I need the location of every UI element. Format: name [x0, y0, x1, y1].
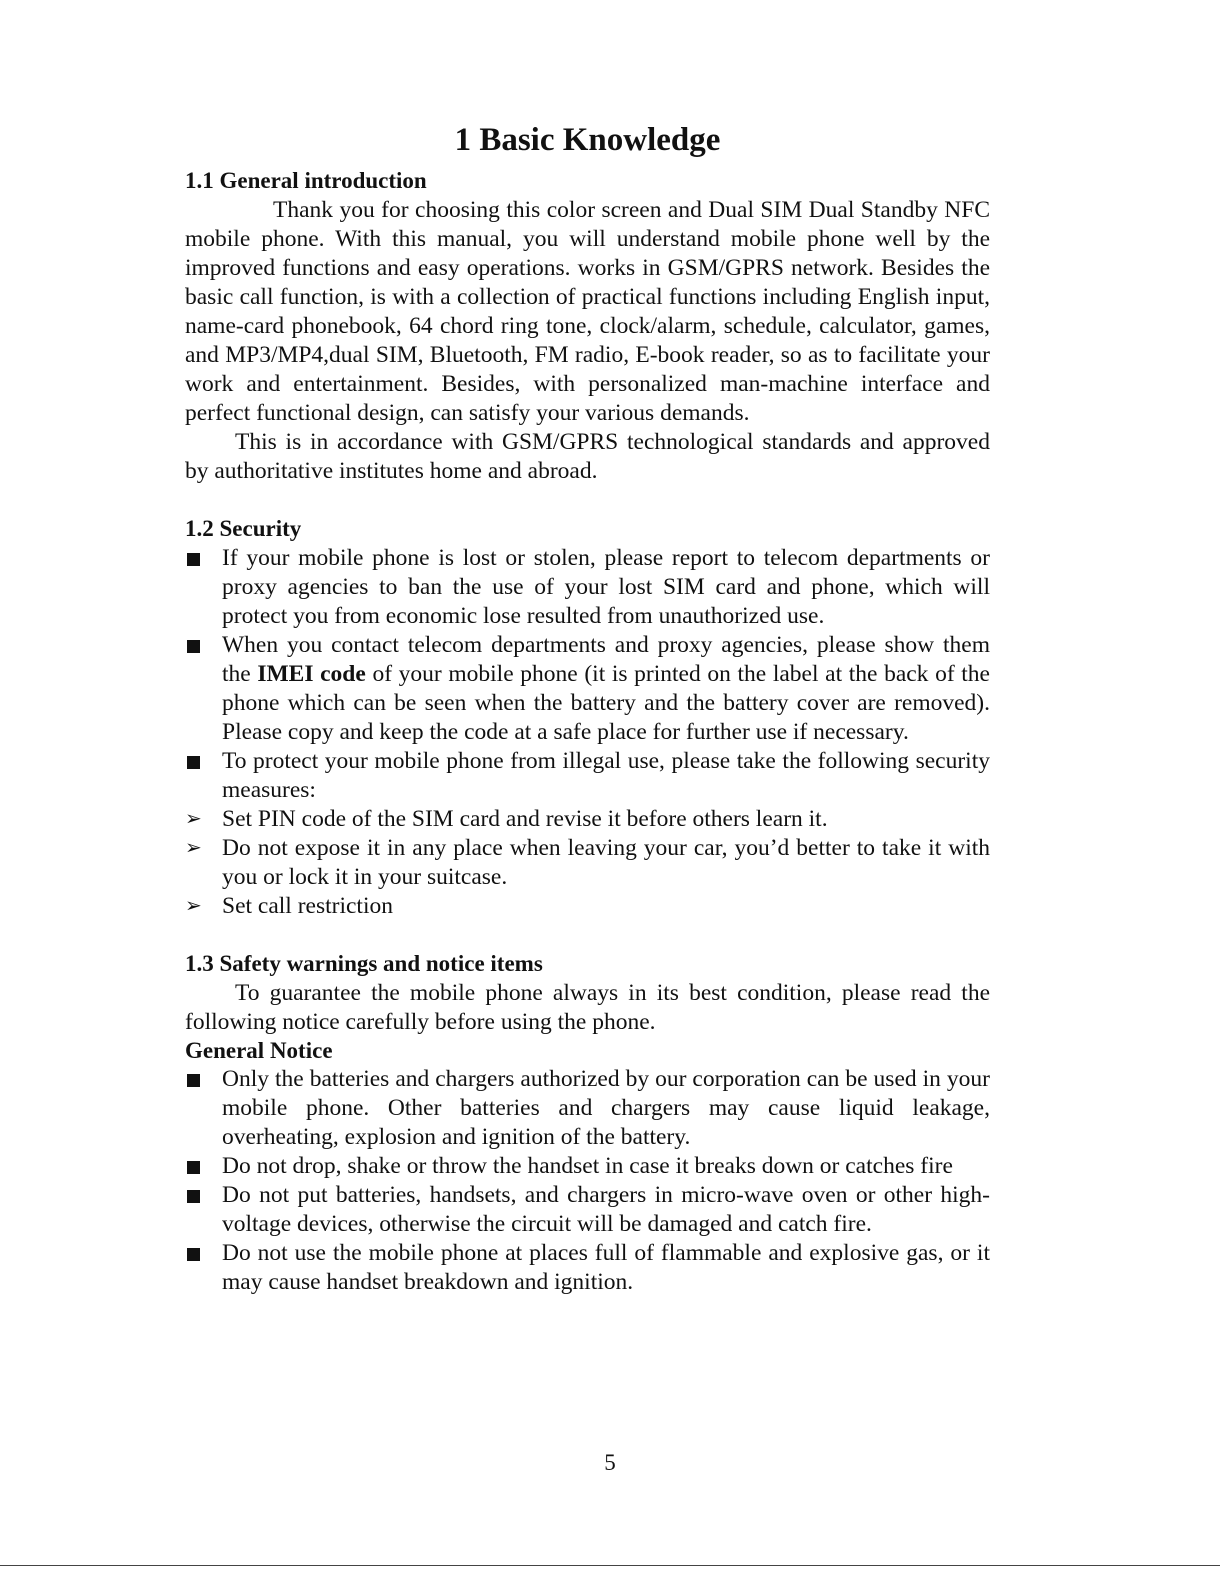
arrow-bullet-icon: ➢ [185, 837, 202, 859]
spacer [185, 921, 990, 949]
square-bullet-icon [187, 640, 200, 653]
list-item-text: Only the batteries and chargers authorized by our corporation can be used in your mobile phone. Other batteries and chargers may cause liquid leakage, overheating, explosion and ignition of the battery. [222, 1066, 990, 1150]
square-bullet-icon [187, 1190, 200, 1203]
standards-paragraph: This is in accordance with GSM/GPRS technological standards and approved by authoritative institutes home and abroad. [185, 429, 990, 484]
list-item-text-start: When you contact telecom departments and proxy agencies, please show them the [222, 632, 990, 687]
list-item [185, 1181, 990, 1239]
list-item [185, 1239, 990, 1297]
safety-intro-paragraph: To guarantee the mobile phone always in its best condition, please read the following notice carefully before using the phone. [185, 980, 990, 1035]
list-item-text: Do not put batteries, handsets, and chargers in micro-wave oven or other high-voltage devices, otherwise the circuit will be damaged and catch fire. [222, 1182, 990, 1237]
sub-list-item [185, 834, 990, 892]
section-heading-safety: 1.3 Safety warnings and notice items [185, 951, 543, 976]
arrow-bullet-icon: ➢ [185, 895, 202, 917]
general-notice-list [185, 1065, 990, 1297]
square-bullet-icon [187, 1248, 200, 1261]
square-bullet-icon [187, 1074, 200, 1087]
sub-list-item [185, 892, 990, 921]
chapter-title: 1 Basic Knowledge [454, 122, 721, 158]
sub-list-item [185, 805, 990, 834]
security-list [185, 544, 990, 921]
list-item [185, 544, 990, 631]
square-bullet-icon [187, 553, 200, 566]
arrow-bullet-icon: ➢ [185, 808, 202, 830]
subheading-general-notice: General Notice [185, 1038, 333, 1063]
list-item-text-end: of your mobile phone (it is printed on the label at the back of the phone which can be seen when the battery and the battery cover are removed). Please copy and keep the code at a safe place for further use if necessary. [222, 661, 990, 745]
list-item [185, 631, 990, 747]
list-item-text: Do not use the mobile phone at places full of flammable and explosive gas, or it may cause handset breakdown and ignition. [222, 1240, 990, 1295]
section-heading-general: 1.1 General introduction [185, 168, 427, 193]
list-item [185, 1065, 990, 1152]
list-item-text: To protect your mobile phone from illegal use, please take the following security measures: [222, 748, 990, 803]
spacer [185, 486, 990, 514]
document-page [185, 118, 990, 1297]
bottom-divider [0, 1565, 1220, 1566]
section-heading-security: 1.2 Security [185, 516, 302, 541]
list-item-text: Do not drop, shake or throw the handset in case it breaks down or catches fire [222, 1153, 953, 1179]
imei-code-emphasis: IMEI code [257, 661, 366, 687]
list-item-text: If your mobile phone is lost or stolen, please report to telecom departments or proxy agencies to ban the use of your lost SIM card and phone, which will protect you from economic lose resulted from unauthorized use. [222, 545, 990, 629]
sub-list-item-text: Do not expose it in any place when leaving your car, you’d better to take it with you or lock it in your suitcase. [222, 835, 990, 890]
list-item [185, 747, 990, 805]
square-bullet-icon [187, 756, 200, 769]
page-number: 5 [604, 1450, 616, 1475]
sub-list-item-text: Set PIN code of the SIM card and revise it before others learn it. [222, 806, 828, 832]
general-intro-paragraph: Thank you for choosing this color screen and Dual SIM Dual Standby NFC mobile phone. With this manual, you will understand mobile phone well by the improved functions and easy operations. works in GSM/GPRS network. Besides the basic call function, is with a collection of practical functions including English input, name-card phonebook, 64 chord ring tone, clock/alarm, schedule, calculator, games, and MP3/MP4,dual SIM, Bluetooth, FM radio, E-book reader, so as to facilitate your work and entertainment. Besides, with personalized man-machine interface and perfect functional design, can satisfy your various demands. [185, 197, 990, 426]
list-item [185, 1152, 990, 1181]
sub-list-item-text: Set call restriction [222, 893, 393, 919]
square-bullet-icon [187, 1161, 200, 1174]
